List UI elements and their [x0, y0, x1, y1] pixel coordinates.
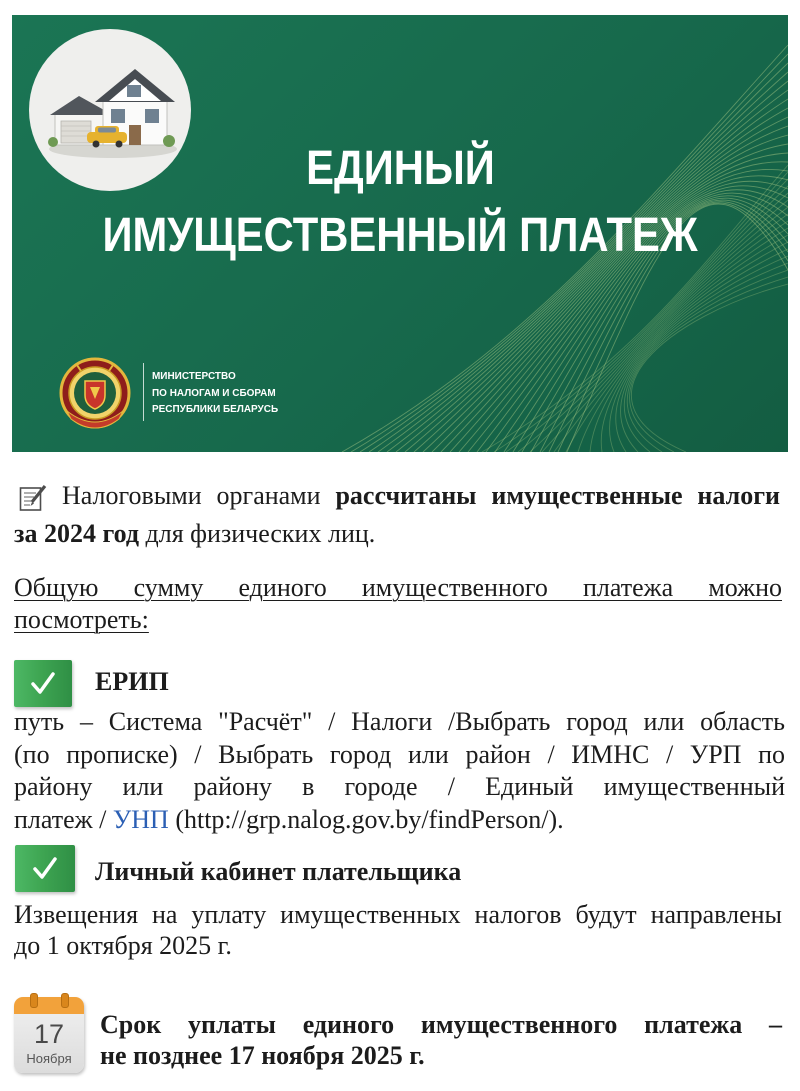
erip-heading: ЕРИП — [95, 667, 169, 696]
erip-path-line-1: путь – Система "Расчёт" / Налоги /Выбрать город или область — [14, 707, 785, 736]
intro-year-bold: за 2024 год — [14, 519, 140, 548]
view-total-line-1: Общую сумму единого имущественного платежа можно — [14, 573, 782, 602]
deadline-text-line-2: не позднее 17 ноября 2025 г. — [100, 1041, 425, 1070]
calendar-day: 17 — [33, 1019, 65, 1049]
banner-divider — [143, 363, 144, 421]
intro-text-2: для физических лиц. — [139, 519, 376, 548]
calendar-band — [14, 997, 84, 1014]
wave-line — [627, 270, 788, 452]
notepad-pencil-icon — [18, 483, 48, 513]
banner-title-line-2: ИМУЩЕСТВЕННЫЙ ПЛАТЕЖ — [102, 209, 698, 262]
calendar-ring — [61, 993, 69, 1008]
banner — [12, 15, 788, 452]
calendar-icon — [14, 997, 84, 1073]
erip-path-prefix: платеж / — [14, 805, 113, 835]
erip-path-line-2: (по прописке) / Выбрать город или район / ИМНС / УРП по — [14, 739, 785, 769]
ministry-line-3: РЕСПУБЛИКИ БЕЛАРУСЬ — [152, 403, 279, 415]
calendar-ring — [30, 993, 38, 1008]
ministry-line-1: МИНИСТЕРСТВО — [152, 370, 236, 382]
cabinet-checkmark-icon — [15, 845, 75, 892]
cabinet-heading: Личный кабинет плательщика — [95, 857, 462, 886]
cabinet-text-line-2: до 1 октября 2025 г. — [14, 931, 232, 960]
ministry-emblem-icon — [57, 355, 133, 433]
intro-text-bold: рассчитаны имущественные налоги — [335, 481, 780, 510]
view-total-line-2: посмотреть: — [14, 605, 149, 634]
calendar-month: Ноября — [26, 1051, 72, 1066]
banner-title — [12, 135, 788, 269]
unp-link[interactable]: УНП — [112, 805, 169, 835]
erip-path-line-4 — [14, 804, 785, 837]
ministry-line-2: ПО НАЛОГАМ И СБОРАМ — [152, 386, 276, 399]
erip-checkmark-icon — [14, 660, 72, 707]
banner-title-line-1: ЕДИНЫЙ — [305, 142, 495, 195]
cabinet-text-line-1: Извещения на уплату имущественных налогов будут направлены — [14, 900, 782, 929]
erip-path-url: (http://grp.nalog.gov.by/findPerson/). — [168, 805, 564, 835]
deadline-text-line-1: Срок уплаты единого имущественного платежа – — [100, 1010, 782, 1039]
ministry-name — [152, 368, 285, 418]
erip-path-line-3: району или району в городе / Единый имущественный — [14, 772, 785, 802]
intro-line-1 — [62, 477, 780, 515]
wave-line — [630, 277, 788, 452]
intro-text: Налоговыми органами — [62, 481, 336, 510]
intro-line-2 — [14, 515, 782, 553]
